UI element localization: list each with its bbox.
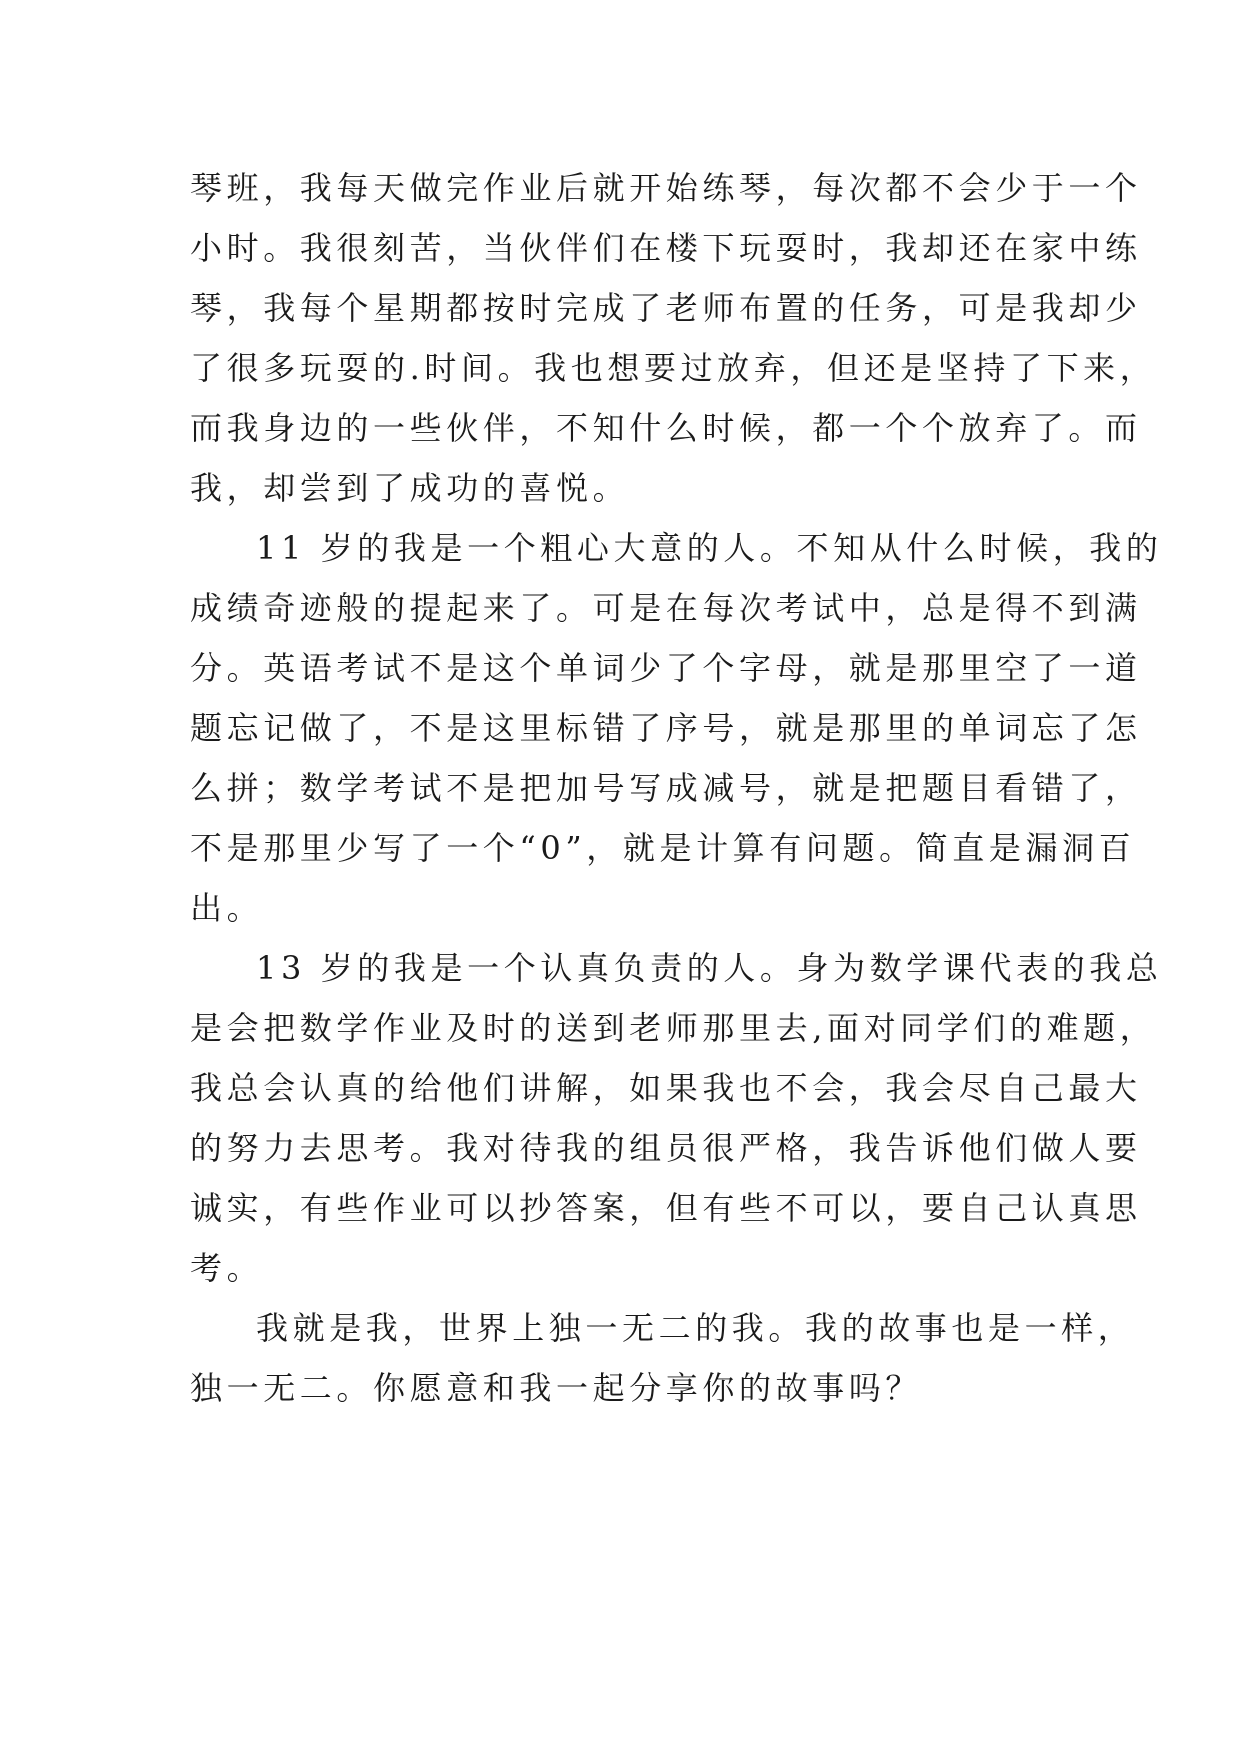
text-line: 11 岁的我是一个粗心大意的人。不知从什么时候，我的 xyxy=(256,529,1163,567)
paragraph-age-11 xyxy=(190,518,1163,938)
text-line: 题忘记做了，不是这里标错了序号，就是那里的单词忘了怎 xyxy=(190,709,1142,747)
paragraph-conclusion xyxy=(190,1298,1135,1418)
text-line: 独一无二。你愿意和我一起分享你的故事吗？ xyxy=(190,1369,923,1407)
text-line: 而我身边的一些伙伴，不知什么时候，都一个个放弃了。而 xyxy=(190,409,1142,447)
text-line: 考。 xyxy=(190,1249,264,1287)
text-line: 分。英语考试不是这个单词少了个字母，就是那里空了一道 xyxy=(190,649,1142,687)
text-line: 了很多玩耍的.时间。我也想要过放弃，但还是坚持了下来， xyxy=(190,349,1157,387)
text-line: 出。 xyxy=(190,889,264,927)
text-line: 13 岁的我是一个认真负责的人。身为数学课代表的我总 xyxy=(256,949,1163,987)
paragraph-age-13 xyxy=(190,938,1163,1298)
text-line: 我总会认真的给他们讲解，如果我也不会，我会尽自己最大 xyxy=(190,1069,1142,1107)
paragraph-piano-practice xyxy=(190,158,1157,518)
text-line: 诚实，有些作业可以抄答案，但有些不可以，要自己认真思 xyxy=(190,1189,1142,1227)
text-line: 琴，我每个星期都按时完成了老师布置的任务，可是我却少 xyxy=(190,289,1142,327)
text-line: 小时。我很刻苦，当伙伴们在楼下玩耍时，我却还在家中练 xyxy=(190,229,1142,267)
text-line: 是会把数学作业及时的送到老师那里去,面对同学们的难题， xyxy=(190,1009,1157,1047)
text-line: 琴班，我每天做完作业后就开始练琴，每次都不会少于一个 xyxy=(190,169,1142,207)
text-line: 我，却尝到了成功的喜悦。 xyxy=(190,469,630,507)
text-line: 么拼；数学考试不是把加号写成减号，就是把题目看错了， xyxy=(190,769,1142,807)
text-line: 成绩奇迹般的提起来了。可是在每次考试中，总是得不到满 xyxy=(190,589,1142,627)
text-line: 不是那里少写了一个“0”，就是计算有问题。简直是漏洞百 xyxy=(190,829,1136,867)
document-body xyxy=(190,158,1163,1418)
text-line: 我就是我，世界上独一无二的我。我的故事也是一样， xyxy=(256,1309,1135,1347)
text-line: 的努力去思考。我对待我的组员很严格，我告诉他们做人要 xyxy=(190,1129,1142,1167)
